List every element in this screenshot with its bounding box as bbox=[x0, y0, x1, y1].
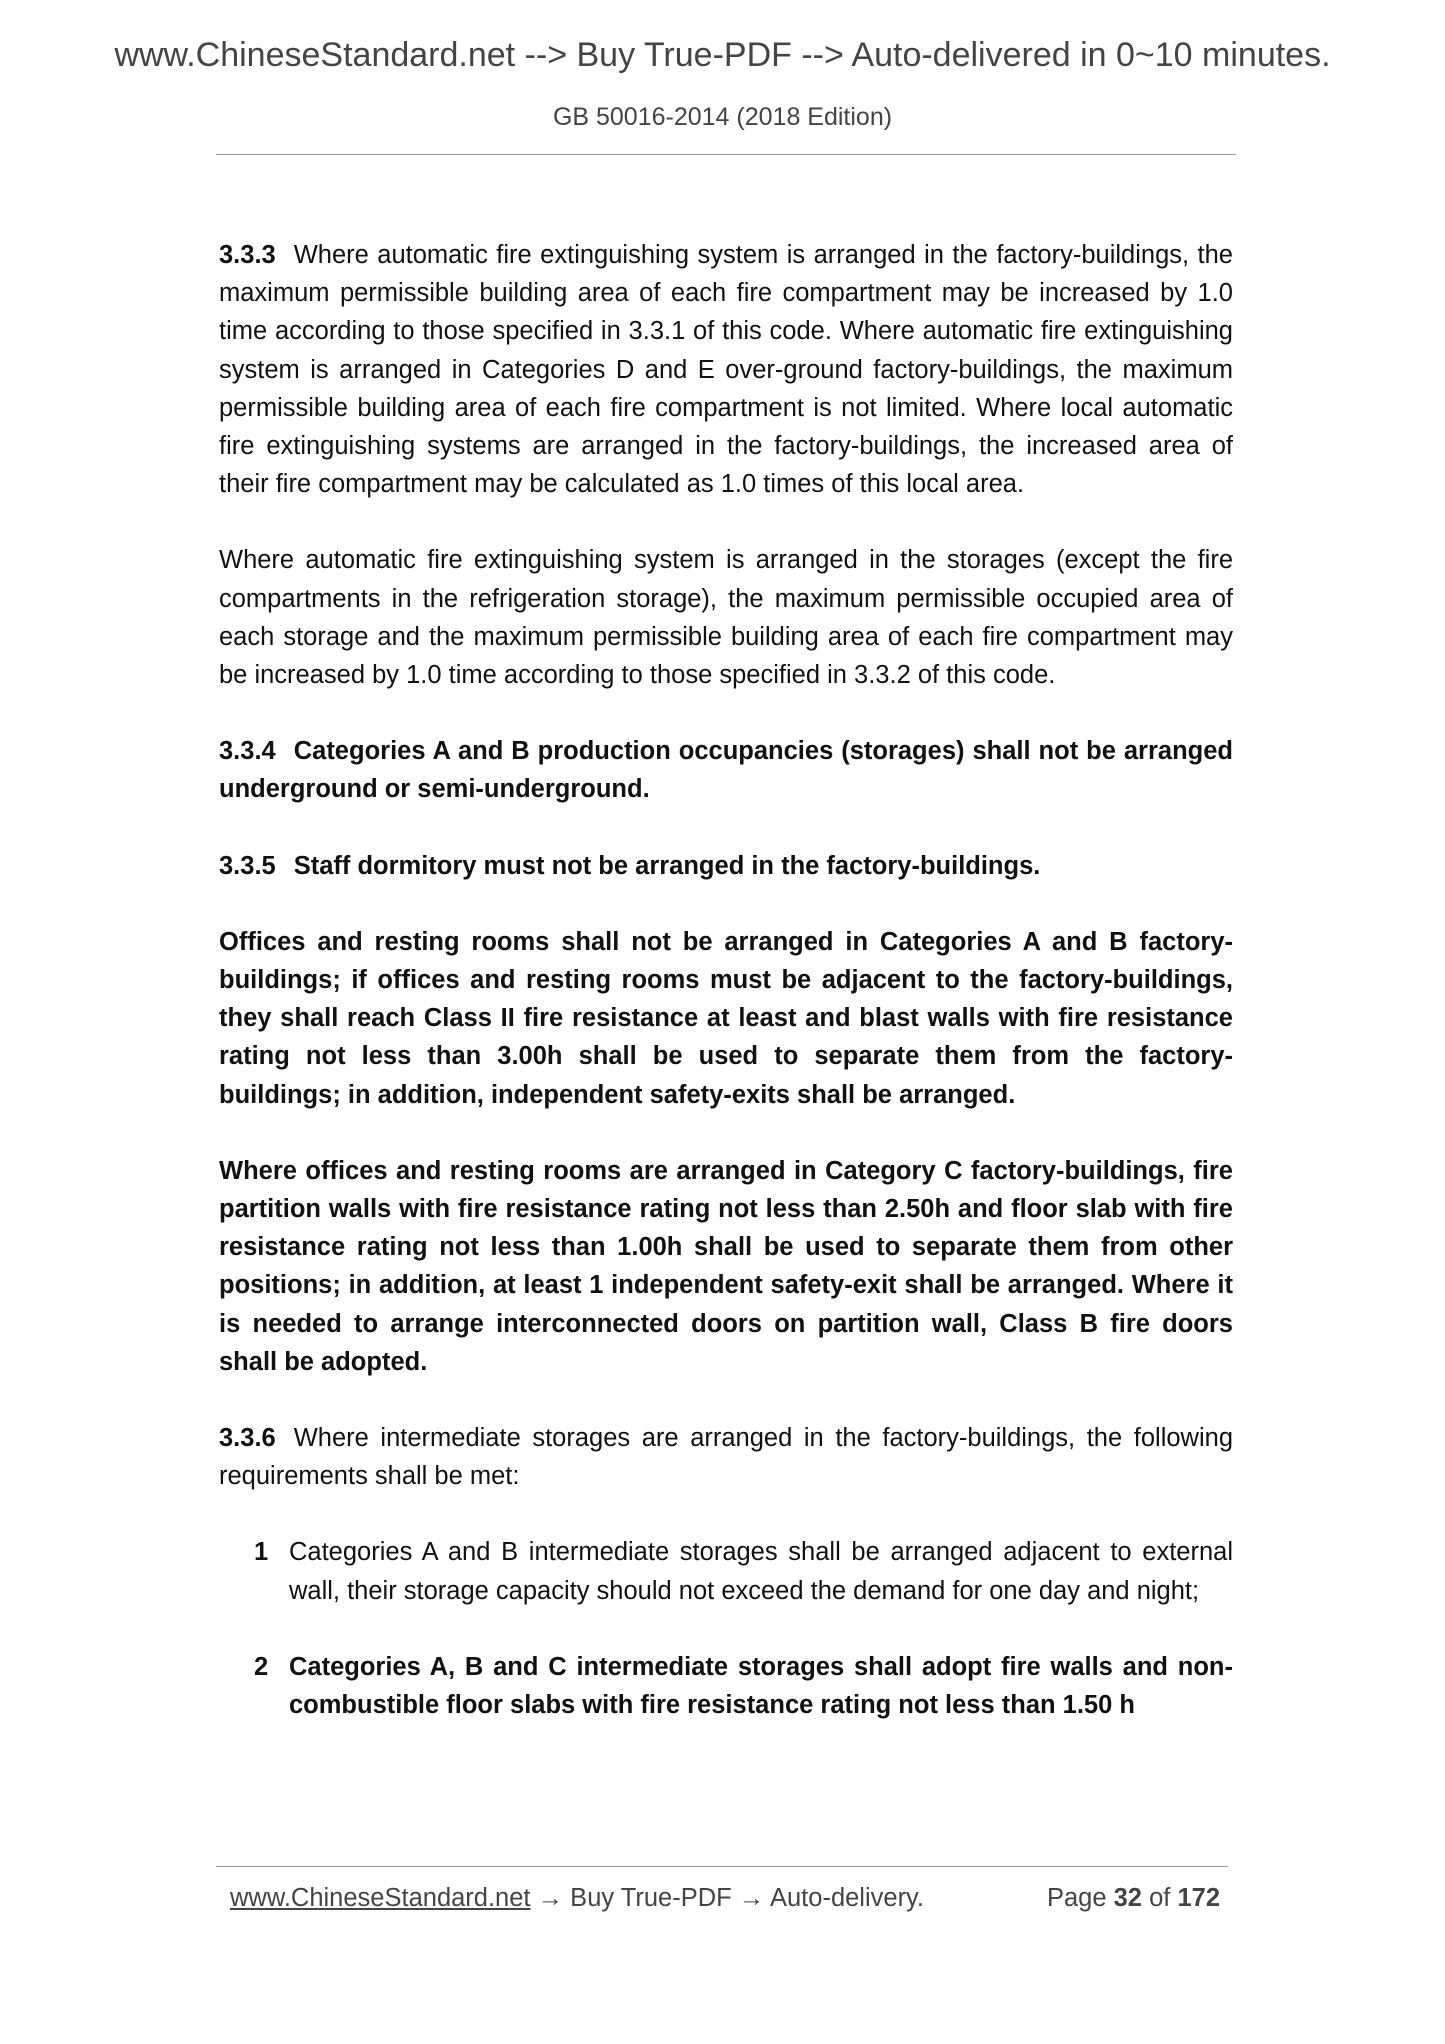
clause-3-3-3-para-2 bbox=[219, 541, 1233, 694]
list-item bbox=[219, 1648, 1233, 1724]
document-body bbox=[219, 236, 1233, 1762]
clause-3-3-3 bbox=[219, 236, 1233, 503]
footer bbox=[230, 1884, 1220, 1913]
header-divider bbox=[216, 154, 1236, 155]
clause-3-3-5-para-2 bbox=[219, 923, 1233, 1114]
clause-3-3-5 bbox=[219, 847, 1233, 885]
clause-3-3-5-para-3 bbox=[219, 1152, 1233, 1381]
page-label: Page bbox=[1046, 1884, 1107, 1912]
of-label: of bbox=[1149, 1884, 1171, 1912]
clause-text: Offices and resting rooms shall not be arranged in Categories A and B factory-buildings; if offices and resting rooms must be adjacent to the factory-buildings, they shall reach Class II fire resistance at least and blast walls with fire resistance rating not less than 3.00h shall be used to separate them from the factory-buildings; in addition, independent safety-exits shall be arranged. bbox=[219, 927, 1233, 1109]
page-number: 32 bbox=[1113, 1884, 1142, 1912]
list-item-text: Categories A and B intermediate storages shall be arranged adjacent to external wall, their storage capacity should not exceed the demand for one day and night; bbox=[289, 1538, 1233, 1605]
standard-code: GB 50016-2014 (2018 Edition) bbox=[552, 103, 893, 131]
list-item-text: Categories A, B and C intermediate storages shall adopt fire walls and non-combustible floor slabs with fire resistance rating not less than 1.50 h bbox=[289, 1652, 1233, 1720]
footer-link[interactable]: www.ChineseStandard.net bbox=[230, 1884, 531, 1912]
footer-tagline: → Buy True-PDF → Auto-delivery. bbox=[530, 1884, 924, 1912]
clause-text: Staff dormitory must not be arranged in the factory-buildings. bbox=[293, 851, 1041, 880]
clause-number: 3.3.4 bbox=[219, 737, 276, 766]
clause-text: Where intermediate storages are arranged in the factory-buildings, the following requirements shall be met: bbox=[219, 1424, 1233, 1491]
clause-text: Where offices and resting rooms are arranged in Category C factory-buildings, fire partition walls with fire resistance rating not less than 2.50h and floor slab with fire resistance rating not less than 1.00h shall be used to separate them from other positions; in addition, at least 1 independent safety-exit shall be arranged. Where it is needed to arrange interconnected doors on partition wall, Class B fire doors shall be adopted. bbox=[219, 1156, 1233, 1376]
clause-text: Categories A and B production occupancies (storages) shall not be arranged underground or semi-underground. bbox=[219, 737, 1233, 804]
footer-divider bbox=[216, 1866, 1228, 1867]
clause-number: 3.3.6 bbox=[219, 1424, 276, 1453]
list-item-number: 2 bbox=[254, 1652, 269, 1681]
list-item-number: 1 bbox=[254, 1538, 269, 1567]
list-item bbox=[219, 1533, 1233, 1609]
clause-number: 3.3.5 bbox=[219, 851, 276, 880]
page-indicator bbox=[1047, 1884, 1220, 1913]
clause-number: 3.3.3 bbox=[219, 241, 276, 269]
clause-text: Where automatic fire extinguishing system is arranged in the storages (except the fire compartments in the refrigeration storage), the maximum permissible occupied area of each storage and the maximum permissible building area of each fire compartment may be increased by 1.0 time according to those specified in 3.3.2 of this code. bbox=[219, 546, 1233, 690]
clause-3-3-6 bbox=[219, 1419, 1233, 1495]
clause-3-3-4 bbox=[219, 732, 1233, 808]
clause-text: Where automatic fire extinguishing system is arranged in the factory-buildings, the maximum permissible building area of each fire compartment may be increased by 1.0 time according to those specified in 3.3.1 of this code. Where automatic fire extinguishing system is arranged in Categories D and E over-ground factory-buildings, the maximum permissible building area of each fire compartment is not limited. Where local automatic fire extinguishing systems are arranged in the factory-buildings, the increased area of their fire compartment may be calculated as 1.0 times of this local area. bbox=[219, 241, 1233, 499]
page-total: 172 bbox=[1177, 1884, 1220, 1912]
top-banner: www.ChineseStandard.net --> Buy True-PDF --> Auto-delivered in 0~10 minutes. bbox=[114, 36, 1331, 74]
